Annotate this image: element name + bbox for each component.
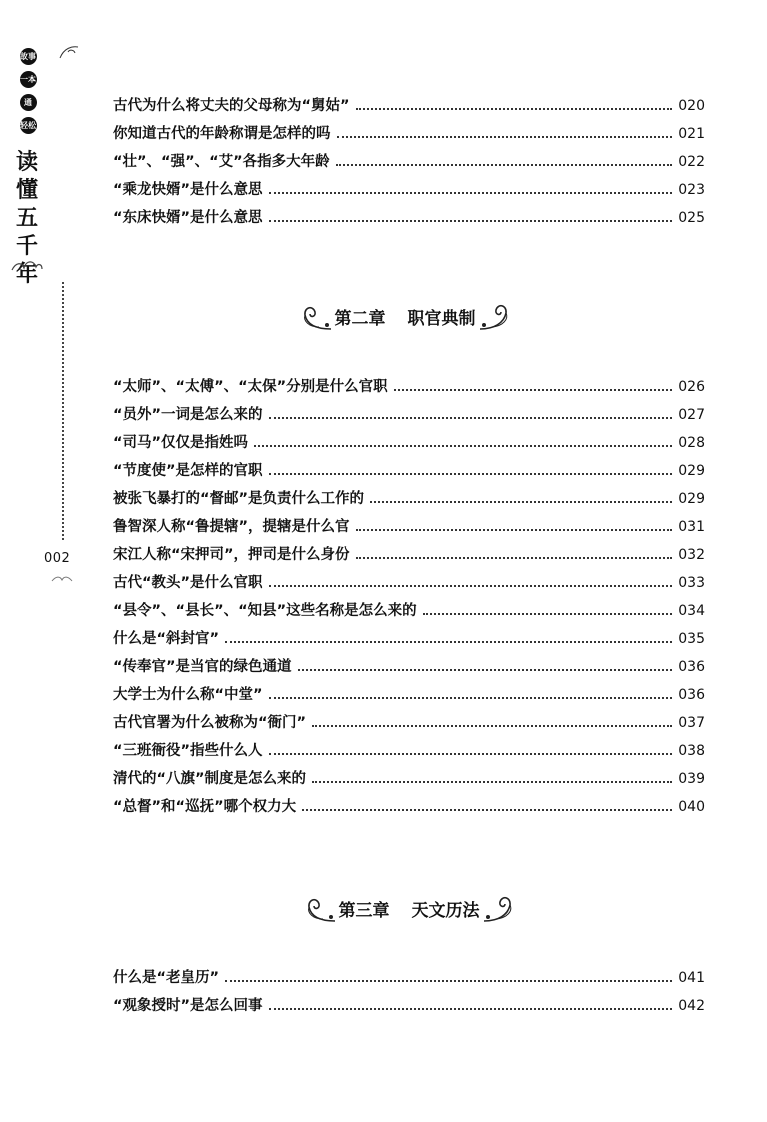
toc-dot-leader [336, 164, 673, 166]
toc-entry[interactable] [113, 377, 705, 397]
toc-dot-leader [298, 669, 673, 671]
toc-entry[interactable] [113, 713, 705, 733]
toc-entry-title: 宋江人称“宋押司”，押司是什么身份 [113, 547, 350, 563]
chapter-heading [280, 296, 530, 336]
toc-entry-title: “东床快婿”是什么意思 [113, 210, 263, 226]
toc-entry-page: 025 [678, 210, 705, 226]
toc-entry[interactable] [113, 996, 705, 1016]
title-char: 千 [15, 233, 38, 259]
floral-ornament-icon [58, 44, 80, 60]
page-number: 002 [44, 551, 71, 566]
toc-dot-leader [269, 753, 673, 755]
spine-dotted-rule [62, 282, 64, 540]
toc-entry-page: 021 [678, 126, 705, 142]
title-char: 懂 [15, 177, 38, 203]
toc-entry-page: 038 [678, 743, 705, 759]
toc-entry-title: “县令”、“县长”、“知县”这些名称是怎么来的 [113, 603, 417, 619]
toc-dot-leader [269, 192, 673, 194]
toc-entry-page: 036 [678, 687, 705, 703]
toc-entry[interactable] [113, 769, 705, 789]
toc-entry-page: 040 [678, 799, 705, 815]
toc-entry-page: 029 [678, 463, 705, 479]
toc-dot-leader [312, 781, 672, 783]
chapter-number: 第三章 [338, 900, 390, 921]
scroll-ornament-right-icon [476, 299, 512, 333]
toc-entry-page: 022 [678, 154, 705, 170]
toc-dot-leader [269, 220, 673, 222]
toc-entry[interactable] [113, 545, 705, 565]
toc-entry-page: 029 [678, 491, 705, 507]
toc-entry-page: 032 [678, 547, 705, 563]
toc-entry-title: 什么是“老皇历” [113, 970, 220, 986]
toc-entry-page: 027 [678, 407, 705, 423]
scroll-ornament-left-icon [299, 299, 335, 333]
toc-entry-title: “三班衙役”指些什么人 [113, 743, 263, 759]
toc-entry-title: “乘龙快婿”是什么意思 [113, 182, 263, 198]
toc-dot-leader [225, 980, 672, 982]
toc-dot-leader [302, 809, 672, 811]
toc-entry[interactable] [113, 685, 705, 705]
toc-dot-leader [254, 445, 672, 447]
series-badge: 通 [20, 94, 37, 111]
toc-entry-title: 你知道古代的年龄称谓是怎样的吗 [113, 126, 331, 142]
toc-dot-leader [337, 136, 673, 138]
chapter-heading [284, 888, 534, 928]
toc-entry-page: 035 [678, 631, 705, 647]
toc-entry-title: 什么是“斜封官” [113, 631, 220, 647]
chapter-name: 职官典制 [407, 308, 476, 329]
toc-entry-page: 034 [678, 603, 705, 619]
toc-entry[interactable] [113, 629, 705, 649]
toc-entry-title: 古代官署为什么被称为“衙门” [113, 715, 307, 731]
toc-dot-leader [370, 501, 672, 503]
chapter-name: 天文历法 [411, 900, 480, 921]
toc-dot-leader [394, 389, 673, 391]
toc-entry-title: “传奉官”是当官的绿色通道 [113, 659, 292, 675]
toc-dot-leader [269, 585, 673, 587]
toc-entry-title: 鲁智深人称“鲁提辖”，提辖是什么官 [113, 519, 350, 535]
toc-entry-title: “观象授时”是怎么回事 [113, 998, 263, 1014]
toc-entry[interactable] [113, 124, 705, 144]
toc-entry-title: 古代“教头”是什么官职 [113, 575, 263, 591]
toc-dot-leader [356, 529, 673, 531]
toc-dot-leader [423, 613, 673, 615]
toc-entry[interactable] [113, 797, 705, 817]
chapter-number: 第二章 [334, 308, 386, 329]
toc-entry-title: “员外”一词是怎么来的 [113, 407, 263, 423]
toc-entry-page: 036 [678, 659, 705, 675]
series-badge: 故事 [20, 48, 37, 65]
series-badges [14, 48, 42, 140]
toc-dot-leader [312, 725, 672, 727]
toc-entry[interactable] [113, 152, 705, 172]
toc-dot-leader [269, 417, 673, 419]
toc-entry-page: 031 [678, 519, 705, 535]
toc-entry-title: 清代的“八旗”制度是怎么来的 [113, 771, 307, 787]
toc-entry[interactable] [113, 573, 705, 593]
toc-entry-page: 042 [678, 998, 705, 1014]
toc-entry[interactable] [113, 741, 705, 761]
toc-dot-leader [356, 557, 673, 559]
scroll-ornament-right-icon [480, 891, 516, 925]
title-char: 五 [15, 205, 38, 231]
toc-entry-title: “壮”、“强”、“艾”各指多大年龄 [113, 154, 330, 170]
toc-entry[interactable] [113, 968, 705, 988]
toc-entry-page: 041 [678, 970, 705, 986]
toc-entry[interactable] [113, 657, 705, 677]
toc-entry-page: 039 [678, 771, 705, 787]
toc-entry[interactable] [113, 180, 705, 200]
toc-entry-title: “节度使”是怎样的官职 [113, 463, 263, 479]
scroll-ornament-left-icon [303, 891, 339, 925]
toc-entry[interactable] [113, 96, 705, 116]
toc-entry-page: 023 [678, 182, 705, 198]
toc-entry-title: “太师”、“太傅”、“太保”分别是什么官职 [113, 379, 388, 395]
toc-entry[interactable] [113, 461, 705, 481]
toc-dot-leader [269, 473, 673, 475]
toc-entry-title: 大学士为什么称“中堂” [113, 687, 263, 703]
toc-dot-leader [225, 641, 672, 643]
toc-entry-title: “司马”仅仅是指姓吗 [113, 435, 249, 451]
toc-entry-title: 被张飞暴打的“督邮”是负责什么工作的 [113, 491, 365, 507]
toc-entry-page: 026 [678, 379, 705, 395]
cloud-ornament-icon [10, 256, 44, 274]
series-badge: 一本 [20, 71, 37, 88]
toc-entry[interactable] [113, 517, 705, 537]
toc-entry[interactable] [113, 208, 705, 228]
series-spine [0, 0, 90, 1122]
toc-dot-leader [269, 697, 673, 699]
series-badge: 轻松 [20, 117, 37, 134]
toc-entry[interactable] [113, 601, 705, 621]
toc-entry-page: 020 [678, 98, 705, 114]
toc-entry-title: 古代为什么将丈夫的父母称为“舅姑” [113, 98, 350, 114]
toc-entry-title: “总督”和“巡抚”哪个权力大 [113, 799, 297, 815]
toc-entry-page: 028 [678, 435, 705, 451]
toc-entry-page: 037 [678, 715, 705, 731]
title-char: 年 [15, 261, 38, 287]
toc-dot-leader [269, 1008, 673, 1010]
toc-entry[interactable] [113, 489, 705, 509]
toc-entry-page: 033 [678, 575, 705, 591]
toc-dot-leader [356, 108, 673, 110]
small-ornament-icon [50, 574, 74, 584]
toc-entry[interactable] [113, 405, 705, 425]
toc-entry[interactable] [113, 433, 705, 453]
title-char: 读 [15, 149, 38, 175]
